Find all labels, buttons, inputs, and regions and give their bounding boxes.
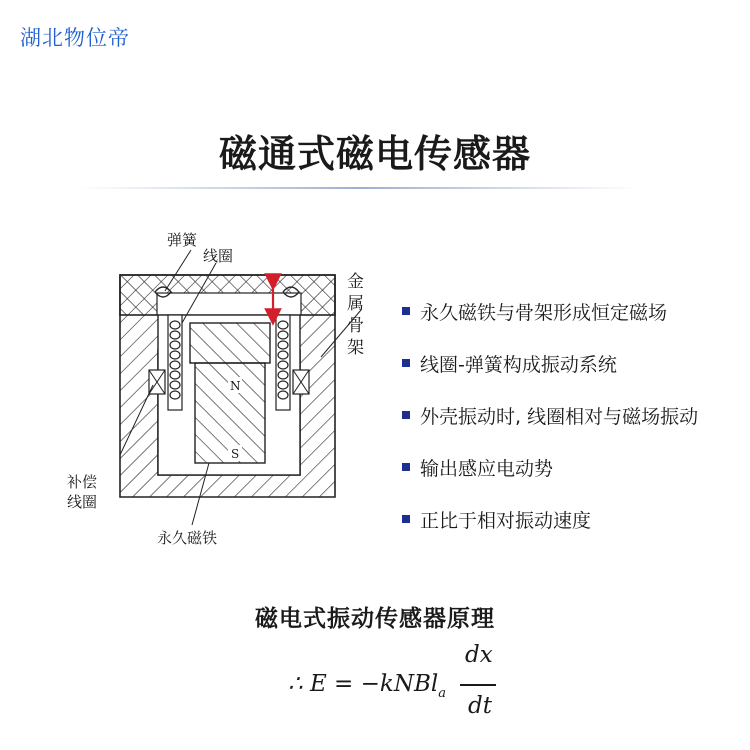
bullet-square — [402, 463, 410, 471]
label-frame-1: 金 — [347, 272, 364, 292]
formula-subscript: a — [438, 686, 446, 701]
label-frame-4: 架 — [347, 338, 364, 358]
bullet-item: 输出感应电动势 — [402, 441, 732, 493]
label-magnet: 永久磁铁 — [157, 529, 218, 547]
label-frame-3: 骨 — [347, 316, 364, 336]
bullet-square — [402, 411, 410, 419]
bullet-list — [402, 285, 732, 545]
bullet-item: 永久磁铁与骨架形成恒定磁场 — [402, 285, 732, 337]
bullet-item: 正比于相对振动速度 — [402, 493, 732, 545]
label-spring: 弹簧 — [167, 231, 198, 249]
label-coil: 线圈 — [203, 247, 234, 265]
bullet-square — [402, 307, 410, 315]
label-pole-s: S — [231, 447, 240, 461]
principle-subtitle: 磁电式振动传感器原理 — [255, 606, 495, 632]
bullet-item: 外壳振动时, 线圈相对与磁场振动 — [402, 389, 732, 441]
bullet-item: 线圈-弹簧构成振动系统 — [402, 337, 732, 389]
formula — [288, 640, 508, 730]
watermark-text: 湖北物位帝 — [20, 26, 130, 50]
formula-denominator: dt — [468, 693, 492, 719]
fraction-bar — [460, 684, 496, 686]
slide — [25, 95, 725, 745]
pole-top — [190, 323, 270, 363]
formula-numerator: dx — [465, 642, 493, 668]
formula-lhs: ∴ E = −kNBl$_a$ — [288, 671, 446, 701]
label-compensation-2: 线圈 — [67, 493, 98, 511]
bullet-square — [402, 359, 410, 367]
label-compensation-1: 补偿 — [67, 473, 98, 491]
label-pole-n: N — [230, 379, 241, 393]
label-frame-2: 属 — [347, 294, 364, 314]
bullet-square — [402, 515, 410, 523]
slide-title: 磁通式磁电传感器 — [218, 132, 531, 176]
